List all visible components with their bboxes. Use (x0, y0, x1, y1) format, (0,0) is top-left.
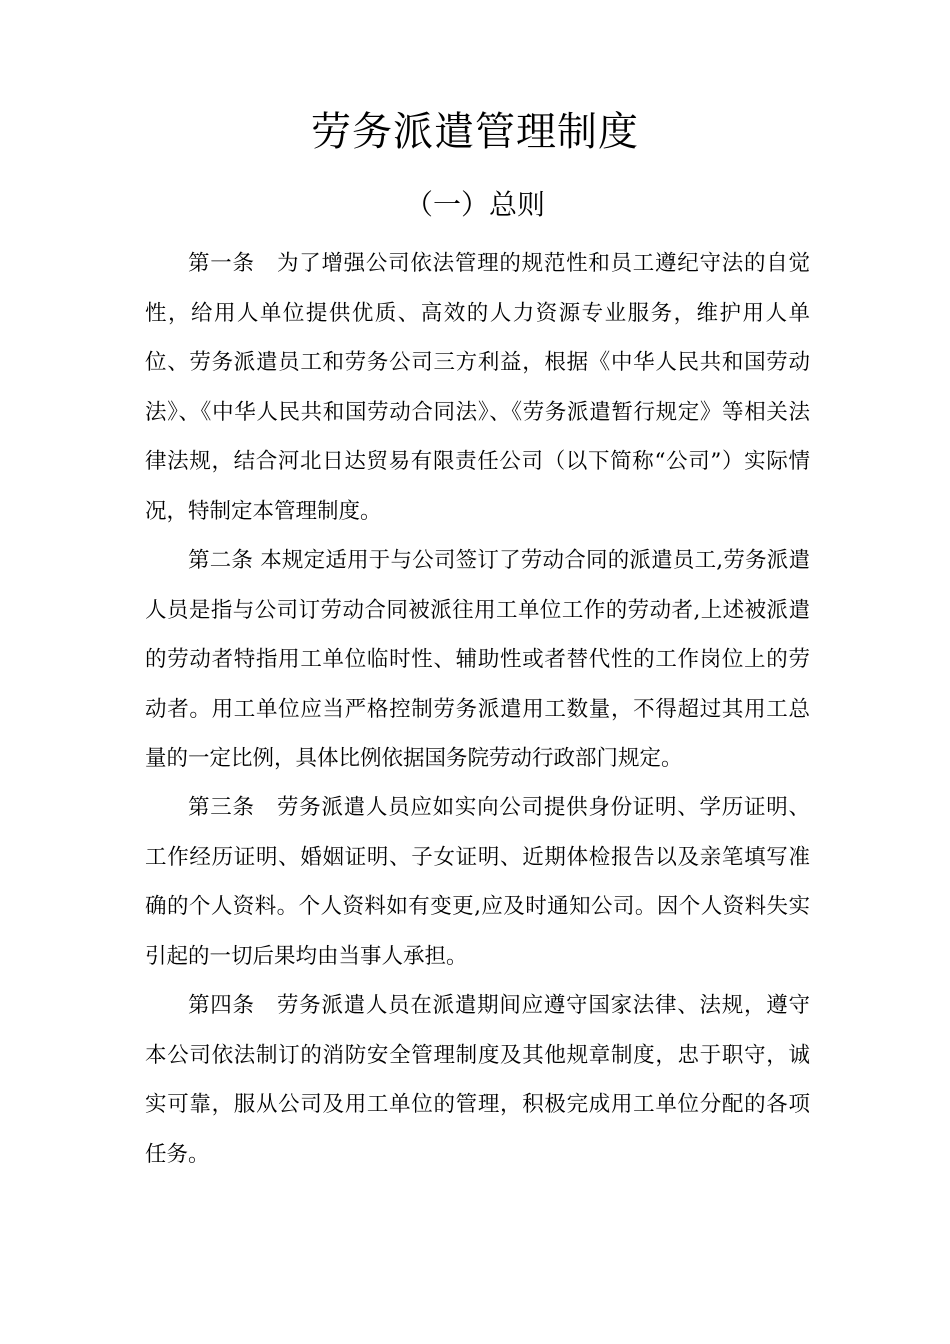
document-title: 劳务派遣管理制度 (311, 109, 639, 155)
section-heading: （一）总则 (404, 188, 545, 221)
article-paragraph: 第二条 本规定适用于与公司签订了劳动合同的派遣员工,劳务派遣人员是指与公司订劳动合同被派往用工单位工作的劳动者,上述被派遣的劳动者特指用工单位临时性、辅助性或者替代性的工作岗位上的劳动者。用工单位应当严格控制劳务派遣用工数量，不得超过其用工总量的一定比例，具体比例依据国务院劳动行政部门规定。 (145, 548, 810, 771)
article-paragraph: 第三条 劳务派遣人员应如实向公司提供身份证明、学历证明、工作经历证明、婚姻证明、子女证明、近期体检报告以及亲笔填写准确的个人资料。个人资料如有变更,应及时通知公司。因个人资料失实引起的一切后果均由当事人承担。 (145, 795, 810, 969)
article-paragraph: 第一条 为了增强公司依法管理的规范性和员工遵纪守法的自觉性，给用人单位提供优质、高效的人力资源专业服务，维护用人单位、劳务派遣员工和劳务公司三方利益，根据《中华人民共和国劳动法》、《中华人民共和国劳动合同法》、《劳务派遣暂行规定》等相关法律法规，结合河北日达贸易有限责任公司（以下简称“公司”）实际情况，特制定本管理制度。 (145, 251, 810, 524)
article-paragraph: 第四条 劳务派遣人员在派遣期间应遵守国家法律、法规，遵守本公司依法制订的消防安全管理制度及其他规章制度，忠于职守，诚实可靠，服从公司及用工单位的管理，积极完成用工单位分配的各项任务。 (145, 993, 810, 1167)
